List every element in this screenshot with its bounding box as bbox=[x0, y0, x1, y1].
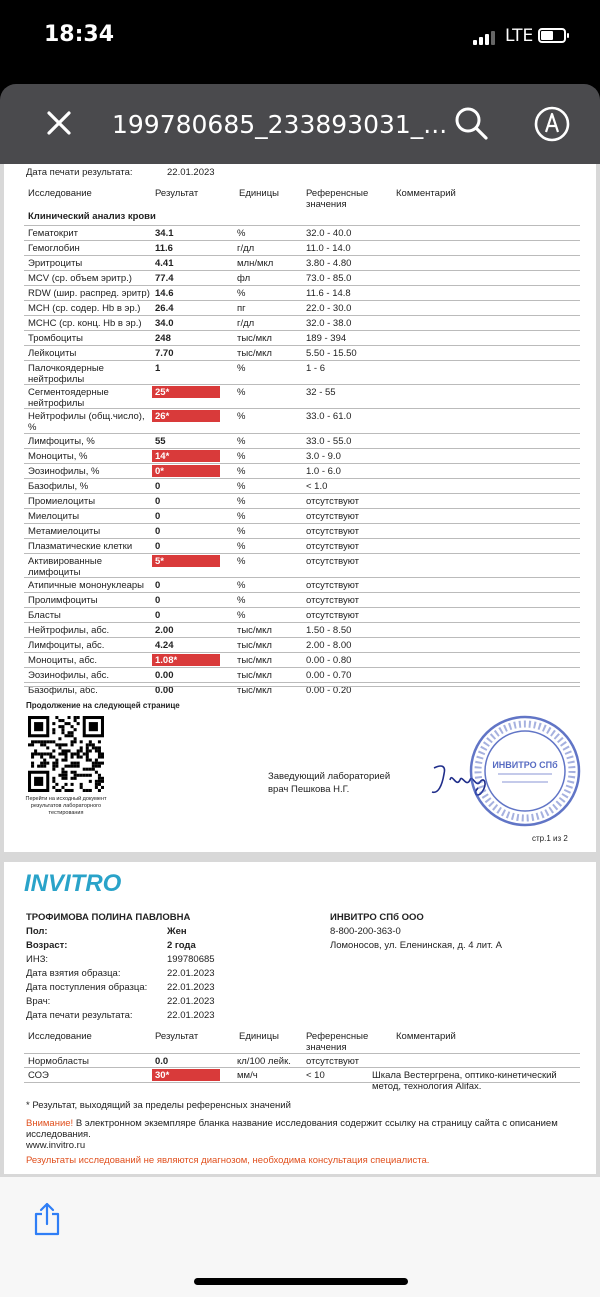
row-unit: % bbox=[237, 556, 246, 567]
row-value: 0 bbox=[155, 595, 161, 606]
row-name: Атипичные мононуклеары bbox=[28, 580, 145, 591]
header-units-2: Единицы bbox=[239, 1031, 280, 1042]
row-value: 0.00 bbox=[155, 685, 174, 696]
row-ref: 32.0 - 40.0 bbox=[306, 228, 352, 239]
row-unit: кл/100 лейк. bbox=[237, 1056, 291, 1067]
row-ref: 11.6 - 14.8 bbox=[306, 288, 351, 299]
row-ref: 1.0 - 6.0 bbox=[306, 466, 341, 477]
row-value: 30* bbox=[155, 1070, 170, 1081]
row-name: Сегментоядерные нейтрофилы bbox=[28, 387, 109, 409]
row-name: Эритроциты bbox=[28, 258, 83, 269]
row-unit: % bbox=[237, 228, 246, 239]
row-unit: г/дл bbox=[237, 243, 255, 254]
header-ref: Референсные значения bbox=[306, 188, 369, 210]
header-study: Исследование bbox=[28, 188, 92, 199]
attention-text: В электронном экземпляре бланка название исследования содержит ссылку на страницу сайта с описанием исследования. bbox=[26, 1118, 558, 1140]
lab-phone: 8-800-200-363-0 bbox=[330, 926, 401, 937]
row-ref: 11.0 - 14.0 bbox=[306, 243, 351, 254]
header-study-2: Исследование bbox=[28, 1031, 92, 1042]
row-unit: % bbox=[237, 436, 246, 447]
document-title: 199780685_233893031_... bbox=[112, 110, 448, 139]
row-ref: 2.00 - 8.00 bbox=[306, 640, 352, 651]
close-icon bbox=[40, 104, 78, 142]
table-header bbox=[24, 184, 580, 212]
table-row bbox=[24, 652, 580, 667]
lab-address: Ломоносов, ул. Еленинская, д. 4 лит. А bbox=[330, 940, 502, 951]
site-link[interactable]: www.invitro.ru bbox=[26, 1140, 86, 1151]
row-value: 7.70 bbox=[155, 348, 174, 359]
row-ref: 33.0 - 61.0 bbox=[306, 411, 352, 422]
row-unit: % bbox=[237, 610, 246, 621]
row-unit: % bbox=[237, 387, 246, 398]
table-row bbox=[24, 667, 580, 682]
row-ref: 32.0 - 38.0 bbox=[306, 318, 352, 329]
pdf-page-1 bbox=[4, 164, 596, 852]
row-value: 25* bbox=[155, 387, 170, 398]
row-name: Активированные лимфоциты bbox=[28, 556, 103, 578]
row-value: 26.4 bbox=[155, 303, 174, 314]
row-name: Гемоглобин bbox=[28, 243, 80, 254]
row-unit: тыс/мкл bbox=[237, 670, 272, 681]
table-row bbox=[24, 553, 580, 577]
table-row bbox=[24, 300, 580, 315]
row-ref: 3.0 - 9.0 bbox=[306, 451, 341, 462]
row-comment: Шкала Вестергрена, оптико-кинетический метод, технология Alifax. bbox=[372, 1070, 557, 1092]
row-value: 0 bbox=[155, 541, 161, 552]
row-ref: отсутствуют bbox=[306, 595, 360, 606]
row-value: 34.0 bbox=[155, 318, 174, 329]
row-ref: отсутствуют bbox=[306, 526, 360, 537]
field-label: Возраст: bbox=[26, 940, 68, 951]
lab-name: ИНВИТРО СПб ООО bbox=[330, 912, 424, 923]
row-name: Плазматические клетки bbox=[28, 541, 133, 552]
row-name: Базофилы, абс. bbox=[28, 685, 98, 696]
header-ref-2: Референсные значения bbox=[306, 1031, 369, 1053]
row-ref: 32 - 55 bbox=[306, 387, 336, 398]
signer-name: врач Пешкова Н.Г. bbox=[268, 784, 350, 795]
table-row bbox=[24, 345, 580, 360]
row-ref: 0.00 - 0.20 bbox=[306, 685, 352, 696]
patient-name: ТРОФИМОВА ПОЛИНА ПАВЛОВНА bbox=[26, 912, 191, 923]
row-unit: пг bbox=[237, 303, 246, 314]
row-name: Лимфоциты, % bbox=[28, 436, 95, 447]
row-ref: 73.0 - 85.0 bbox=[306, 273, 352, 284]
home-indicator[interactable] bbox=[194, 1278, 408, 1285]
row-name: Палочкоядерные нейтрофилы bbox=[28, 363, 104, 385]
table-row bbox=[24, 270, 580, 285]
row-name: Бласты bbox=[28, 610, 61, 621]
row-value: 5* bbox=[155, 556, 164, 567]
header-result-2: Результат bbox=[155, 1031, 199, 1042]
row-name: Нормобласты bbox=[28, 1056, 90, 1067]
row-unit: тыс/мкл bbox=[237, 348, 272, 359]
row-unit: % bbox=[237, 595, 246, 606]
field-label: Дата поступления образца: bbox=[26, 982, 148, 993]
field-label: ИНЗ: bbox=[26, 954, 49, 965]
row-name: Нейтрофилы, абс. bbox=[28, 625, 110, 636]
row-unit: тыс/мкл bbox=[237, 685, 272, 696]
row-ref: 1 - 6 bbox=[306, 363, 326, 374]
row-value: 2.00 bbox=[155, 625, 174, 636]
row-name: Тромбоциты bbox=[28, 333, 83, 344]
table-row bbox=[24, 448, 580, 463]
row-value: 26* bbox=[155, 411, 170, 422]
row-name: Гематокрит bbox=[28, 228, 79, 239]
markup-icon bbox=[532, 104, 572, 144]
table-row bbox=[24, 433, 580, 448]
page-number: стр.1 из 2 bbox=[532, 834, 568, 843]
row-ref: отсутствуют bbox=[306, 496, 360, 507]
field-value: 22.01.2023 bbox=[167, 1010, 215, 1021]
row-ref: 1.50 - 8.50 bbox=[306, 625, 352, 636]
row-ref: 5.50 - 15.50 bbox=[306, 348, 357, 359]
row-value: 0.00 bbox=[155, 670, 174, 681]
table-row bbox=[24, 478, 580, 493]
attention-label: Внимание! bbox=[26, 1118, 74, 1129]
header-comment-2: Комментарий bbox=[396, 1031, 456, 1042]
table-row bbox=[24, 1067, 580, 1092]
table-row bbox=[24, 255, 580, 270]
field-label: Дата печати результата: bbox=[26, 1010, 133, 1021]
table-row bbox=[24, 622, 580, 637]
table-row bbox=[24, 225, 580, 240]
qr-caption: Перейти на исходный документ результатов лабораторного тестирования bbox=[25, 796, 107, 816]
field-value: 22.01.2023 bbox=[167, 982, 215, 993]
row-unit: % bbox=[237, 496, 246, 507]
table-row bbox=[24, 408, 580, 433]
row-unit: г/дл bbox=[237, 318, 255, 329]
row-value: 0 bbox=[155, 610, 161, 621]
row-name: Эозинофилы, % bbox=[28, 466, 100, 477]
print-date-label: Дата печати результата: bbox=[26, 167, 133, 178]
search-icon bbox=[452, 104, 490, 142]
network-label: LTE bbox=[505, 26, 534, 46]
share-icon bbox=[32, 1201, 62, 1237]
status-bar bbox=[0, 0, 600, 76]
signer-title: Заведующий лабораторией bbox=[268, 771, 391, 782]
row-name: Лимфоциты, абс. bbox=[28, 640, 105, 651]
row-unit: % bbox=[237, 541, 246, 552]
row-name: Эозинофилы, абс. bbox=[28, 670, 109, 681]
table-row bbox=[24, 577, 580, 592]
row-name: Моноциты, % bbox=[28, 451, 88, 462]
row-unit: тыс/мкл bbox=[237, 640, 272, 651]
table-row bbox=[24, 538, 580, 553]
table-row bbox=[24, 493, 580, 508]
row-unit: тыс/мкл bbox=[237, 625, 272, 636]
row-name: Базофилы, % bbox=[28, 481, 89, 492]
pdf-viewer[interactable] bbox=[0, 164, 600, 1177]
close-button[interactable] bbox=[40, 104, 78, 142]
stamp-image bbox=[466, 712, 584, 830]
table-row bbox=[24, 360, 580, 384]
row-value: 0 bbox=[155, 580, 161, 591]
row-value: 0* bbox=[155, 466, 164, 477]
table-row bbox=[24, 330, 580, 345]
row-name: MCHC (ср. конц. Hb в эр.) bbox=[28, 318, 142, 329]
row-unit: % bbox=[237, 288, 246, 299]
invitro-logo: INVITRO bbox=[24, 870, 122, 897]
row-ref: 22.0 - 30.0 bbox=[306, 303, 352, 314]
print-date-value: 22.01.2023 bbox=[167, 167, 215, 178]
row-ref: отсутствуют bbox=[306, 580, 360, 591]
continued-note: Продолжение на следующей странице bbox=[26, 701, 180, 710]
row-unit: % bbox=[237, 526, 246, 537]
field-label: Дата взятия образца: bbox=[26, 968, 121, 979]
field-value: 22.01.2023 bbox=[167, 968, 215, 979]
row-unit: фл bbox=[237, 273, 251, 284]
row-unit: % bbox=[237, 466, 246, 477]
row-name: Нейтрофилы (общ.число), % bbox=[28, 411, 145, 433]
row-ref: отсутствуют bbox=[306, 541, 360, 552]
row-name: Пролимфоциты bbox=[28, 595, 98, 606]
row-unit: тыс/мкл bbox=[237, 655, 272, 666]
table-row bbox=[24, 384, 580, 408]
field-label: Пол: bbox=[26, 926, 48, 937]
table-row bbox=[24, 607, 580, 622]
field-value: Жен bbox=[167, 926, 187, 937]
header-comment: Комментарий bbox=[396, 188, 456, 199]
row-name: RDW (шир. распред. эритр) bbox=[28, 288, 150, 299]
disclaimer: Результаты исследований не являются диагнозом, необходима консультация специалиста. bbox=[26, 1155, 430, 1166]
row-name: Миелоциты bbox=[28, 511, 80, 522]
table-row bbox=[24, 682, 580, 697]
row-value: 14* bbox=[155, 451, 170, 462]
table-row bbox=[24, 1053, 580, 1067]
table-row bbox=[24, 285, 580, 300]
row-ref: отсутствуют bbox=[306, 1056, 360, 1067]
row-unit: мм/ч bbox=[237, 1070, 258, 1081]
attention-note bbox=[26, 1118, 582, 1140]
row-name: СОЭ bbox=[28, 1070, 49, 1081]
table-row bbox=[24, 637, 580, 652]
row-ref: 0.00 - 0.70 bbox=[306, 670, 352, 681]
table-row bbox=[24, 592, 580, 607]
row-unit: % bbox=[237, 511, 246, 522]
row-ref: 0.00 - 0.80 bbox=[306, 655, 352, 666]
row-value: 1.08* bbox=[155, 655, 178, 666]
row-name: MCV (ср. объем эритр.) bbox=[28, 273, 132, 284]
row-value: 0.0 bbox=[155, 1056, 169, 1067]
row-name: Лейкоциты bbox=[28, 348, 77, 359]
field-value: 199780685 bbox=[167, 954, 215, 965]
qr-code[interactable] bbox=[28, 716, 104, 792]
search-button[interactable] bbox=[452, 104, 490, 142]
table-end-rule-2 bbox=[24, 1082, 580, 1083]
row-ref: 3.80 - 4.80 bbox=[306, 258, 352, 269]
table-row bbox=[24, 240, 580, 255]
row-unit: % bbox=[237, 580, 246, 591]
row-value: 34.1 bbox=[155, 228, 174, 239]
row-value: 77.4 bbox=[155, 273, 174, 284]
document-toolbar bbox=[0, 84, 600, 164]
field-label: Врач: bbox=[26, 996, 51, 1007]
row-unit: % bbox=[237, 451, 246, 462]
stamp-text: ИНВИТРО СПб bbox=[492, 760, 558, 770]
header-units: Единицы bbox=[239, 188, 280, 199]
signal-icon bbox=[473, 29, 497, 45]
row-unit: % bbox=[237, 481, 246, 492]
share-button[interactable] bbox=[32, 1201, 62, 1237]
table-row bbox=[24, 315, 580, 330]
row-value: 0 bbox=[155, 481, 161, 492]
bottom-toolbar bbox=[0, 1177, 600, 1297]
table-row bbox=[24, 508, 580, 523]
group-title: Клинический анализ крови bbox=[28, 211, 156, 222]
row-value: 0 bbox=[155, 511, 161, 522]
row-value: 11.6 bbox=[155, 243, 173, 254]
field-value: 22.01.2023 bbox=[167, 996, 215, 1007]
row-ref: < 10 bbox=[306, 1070, 325, 1081]
row-ref: < 1.0 bbox=[306, 481, 328, 492]
row-value: 55 bbox=[155, 436, 166, 447]
row-ref: отсутствуют bbox=[306, 511, 360, 522]
pdf-page-2 bbox=[4, 862, 596, 1174]
row-ref: 189 - 394 bbox=[306, 333, 347, 344]
row-unit: млн/мкл bbox=[237, 258, 274, 269]
row-name: MCH (ср. содер. Hb в эр.) bbox=[28, 303, 141, 314]
field-value: 2 года bbox=[167, 940, 196, 951]
row-ref: отсутствуют bbox=[306, 610, 360, 621]
row-value: 1 bbox=[155, 363, 161, 374]
markup-button[interactable] bbox=[532, 104, 572, 144]
header-result: Результат bbox=[155, 188, 199, 199]
row-value: 0 bbox=[155, 526, 161, 537]
row-name: Метамиелоциты bbox=[28, 526, 101, 537]
row-value: 4.41 bbox=[155, 258, 174, 269]
table-row bbox=[24, 523, 580, 538]
table-row bbox=[24, 463, 580, 478]
row-unit: % bbox=[237, 363, 246, 374]
footnote: * Результат, выходящий за пределы референсных значений bbox=[26, 1100, 291, 1111]
table-header-2 bbox=[24, 1025, 580, 1053]
battery-icon bbox=[538, 28, 566, 43]
row-ref: 33.0 - 55.0 bbox=[306, 436, 352, 447]
row-unit: тыс/мкл bbox=[237, 333, 272, 344]
row-value: 0 bbox=[155, 496, 161, 507]
row-ref: отсутствуют bbox=[306, 556, 360, 567]
row-name: Моноциты, абс. bbox=[28, 655, 98, 666]
row-value: 14.6 bbox=[155, 288, 174, 299]
row-value: 248 bbox=[155, 333, 171, 344]
row-unit: % bbox=[237, 411, 246, 422]
row-name: Промиелоциты bbox=[28, 496, 96, 507]
status-time: 18:34 bbox=[44, 22, 115, 47]
row-value: 4.24 bbox=[155, 640, 174, 651]
table-end-rule bbox=[24, 686, 580, 687]
